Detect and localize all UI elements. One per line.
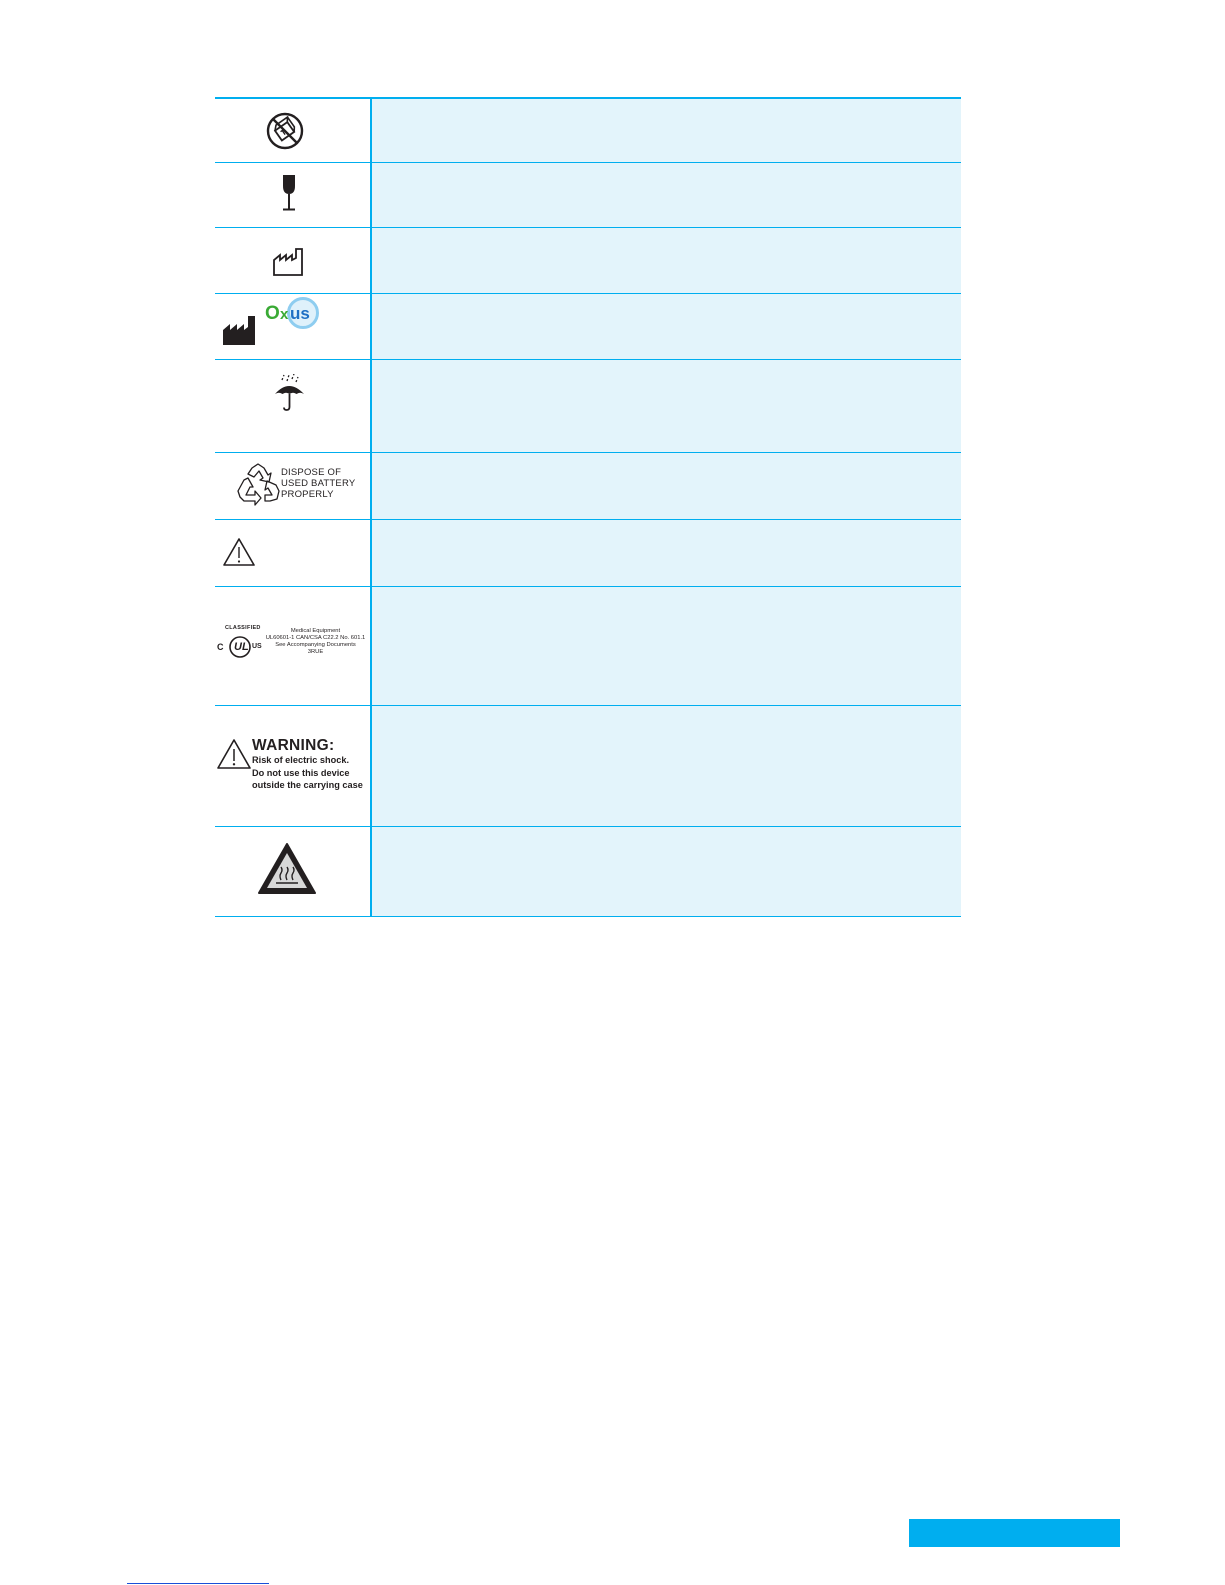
symbol-description	[371, 228, 961, 294]
symbol-cell	[215, 453, 371, 520]
symbol-description	[371, 98, 961, 163]
table-row	[215, 294, 961, 360]
table-row	[215, 587, 961, 706]
symbol-cell	[215, 360, 371, 453]
symbol-description	[371, 294, 961, 360]
symbol-description	[371, 163, 961, 228]
symbol-description	[371, 360, 961, 453]
fragile-glass-icon	[279, 174, 299, 214]
warning-triangle-icon	[222, 537, 256, 567]
umbrella-rain-icon	[273, 374, 307, 412]
factory-outline-icon	[272, 246, 306, 278]
symbol-cell	[215, 294, 371, 360]
table-row	[215, 98, 961, 163]
table-row	[215, 163, 961, 228]
table-row	[215, 706, 961, 827]
table-row	[215, 453, 961, 520]
symbol-description	[371, 827, 961, 917]
dispose-battery-label: DISPOSE OF USED BATTERY PROPERLY	[281, 467, 356, 500]
symbol-description	[371, 520, 961, 587]
symbol-description	[371, 453, 961, 520]
warning-heading: WARNING:	[252, 737, 335, 754]
ul-classified-mark-icon: CLASSIFIED C UL US	[216, 625, 264, 661]
warning-text: Risk of electric shock. Do not use this device outside the carrying case	[252, 755, 363, 790]
symbol-cell	[215, 827, 371, 917]
symbol-cell	[215, 228, 371, 294]
oxus-logo: O x us	[265, 296, 325, 330]
symbols-table	[215, 97, 961, 917]
table-row	[215, 360, 961, 453]
ul-certification-text: Medical Equipment UL60601-1 CAN/CSA C22.2 No. 601.1 See Accompanying Documents 3RUE	[265, 628, 366, 655]
table-row	[215, 827, 961, 917]
table-row	[215, 520, 961, 587]
table-row	[215, 228, 961, 294]
footer-accent-bar	[909, 1519, 1120, 1547]
symbol-cell	[215, 98, 371, 163]
hot-surface-icon	[257, 842, 317, 896]
symbol-cell	[215, 520, 371, 587]
no-stacking-icon	[265, 111, 305, 151]
symbol-cell	[215, 706, 371, 827]
symbol-cell	[215, 587, 371, 706]
footer-link-underline	[127, 1583, 269, 1584]
symbol-cell	[215, 163, 371, 228]
symbol-description	[371, 706, 961, 827]
symbol-description	[371, 587, 961, 706]
recycle-icon	[235, 463, 281, 507]
factory-filled-icon	[222, 314, 258, 346]
warning-triangle-icon	[216, 738, 252, 770]
